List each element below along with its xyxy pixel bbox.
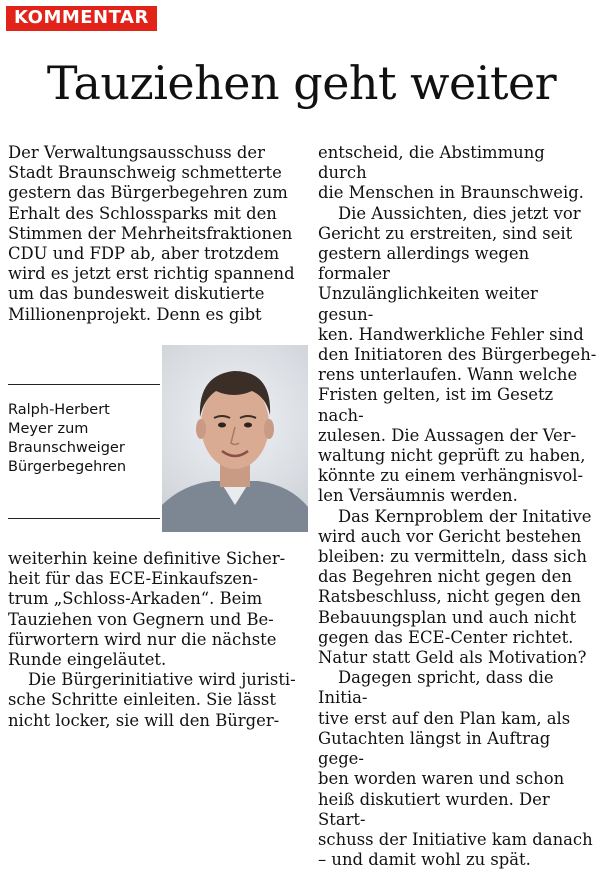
- text-line: tive erst auf den Plan kam, als: [318, 708, 571, 728]
- text-line: len Versäumnis werden.: [318, 486, 518, 506]
- article-column-1-top: [8, 143, 308, 325]
- text-line: heiß diskutiert wurden. Der Start-: [318, 789, 550, 829]
- text-line: ben worden waren und schon: [318, 769, 565, 789]
- text-line: bleiben: zu vermitteln, dass sich: [318, 547, 587, 567]
- text-line: Braunschweiger: [8, 440, 125, 456]
- caption-rule-bottom: [8, 518, 160, 519]
- text-line: trum „Schloss-Arkaden“. Beim: [8, 589, 263, 609]
- text-line: CDU und FDP ab, aber trotzdem: [8, 244, 280, 264]
- text-line: Meyer zum: [8, 421, 89, 437]
- text-line: rens unterlaufen. Wann welche: [318, 365, 578, 385]
- headline: Tauziehen geht weiter: [46, 56, 557, 110]
- caption-rule-top: [8, 384, 160, 385]
- text-line: weiterhin keine definitive Sicher-: [8, 549, 286, 568]
- text-line: Runde eingeläutet.: [8, 650, 167, 670]
- text-line: Millionenprojekt. Denn es gibt: [8, 304, 262, 324]
- article-column-1-bottom: [8, 549, 308, 731]
- text-line: Dagegen spricht, dass die Initia-: [318, 668, 554, 708]
- text-line: entscheid, die Abstimmung durch: [318, 143, 545, 183]
- text-line: nicht locker, sie will den Bürger-: [8, 710, 280, 730]
- text-line: schuss der Initiative kam danach: [318, 829, 593, 849]
- text-line: gestern das Bürgerbegehren zum: [8, 183, 288, 203]
- text-line: Das Kernproblem der Initative: [338, 506, 592, 526]
- text-line: Die Aussichten, dies jetzt vor: [338, 203, 581, 223]
- text-line: Tauziehen von Gegnern und Be-: [8, 609, 274, 629]
- text-line: das Begehren nicht gegen den: [318, 567, 572, 587]
- text-line: Gericht zu erstreiten, sind seit: [318, 223, 573, 243]
- text-line: gestern allerdings wegen formaler: [318, 244, 530, 284]
- text-line: ken. Handwerkliche Fehler sind: [318, 324, 584, 344]
- text-line: waltung nicht geprüft zu haben,: [318, 446, 586, 466]
- text-line: wird es jetzt erst richtig spannend: [8, 264, 295, 284]
- text-line: Natur statt Geld als Motivation?: [318, 648, 587, 668]
- author-portrait-illustration: [162, 345, 308, 532]
- text-line: heit für das ECE-Einkaufszen-: [8, 569, 259, 589]
- text-line: Unzulänglichkeiten weiter gesun-: [318, 284, 538, 324]
- text-line: gegen das ECE-Center richtet.: [318, 627, 574, 647]
- text-line: zulesen. Die Aussagen der Ver-: [318, 425, 577, 445]
- author-caption: [8, 401, 158, 477]
- text-line: die Menschen in Braunschweig.: [318, 183, 584, 203]
- text-line: Ralph-Herbert: [8, 402, 110, 418]
- kicker-label: KOMMENTAR: [6, 6, 157, 31]
- text-line: Bebauungsplan und auch nicht: [318, 607, 577, 627]
- text-line: könnte zu einem verhängnisvol-: [318, 466, 584, 486]
- text-line: Stimmen der Mehrheitsfraktionen: [8, 223, 293, 243]
- text-line: Gutachten längst in Auftrag gege-: [318, 728, 551, 769]
- text-line: sche Schritte einleiten. Sie lässt: [8, 690, 276, 710]
- text-line: Der Verwaltungsausschuss der: [8, 143, 265, 162]
- text-line: um das bundesweit diskutierte: [8, 284, 265, 304]
- text-line: Die Bürgerinitiative wird juristi-: [28, 670, 296, 690]
- text-line: Ratsbeschluss, nicht gegen den: [318, 587, 582, 607]
- text-line: Fristen gelten, ist im Gesetz nach-: [318, 385, 554, 425]
- text-line: den Initiatoren des Bürgerbegeh-: [318, 345, 597, 365]
- text-line: wird auch vor Gericht bestehen: [318, 526, 582, 546]
- text-line: fürwortern wird nur die nächste: [8, 629, 277, 649]
- text-line: Stadt Braunschweig schmetterte: [8, 163, 282, 183]
- text-line: – und damit wohl zu spät.: [318, 850, 531, 870]
- text-line: Erhalt des Schlossparks mit den: [8, 203, 277, 223]
- author-portrait: [162, 345, 308, 532]
- article-column-2: [318, 143, 598, 870]
- text-line: Bürgerbegehren: [8, 459, 127, 475]
